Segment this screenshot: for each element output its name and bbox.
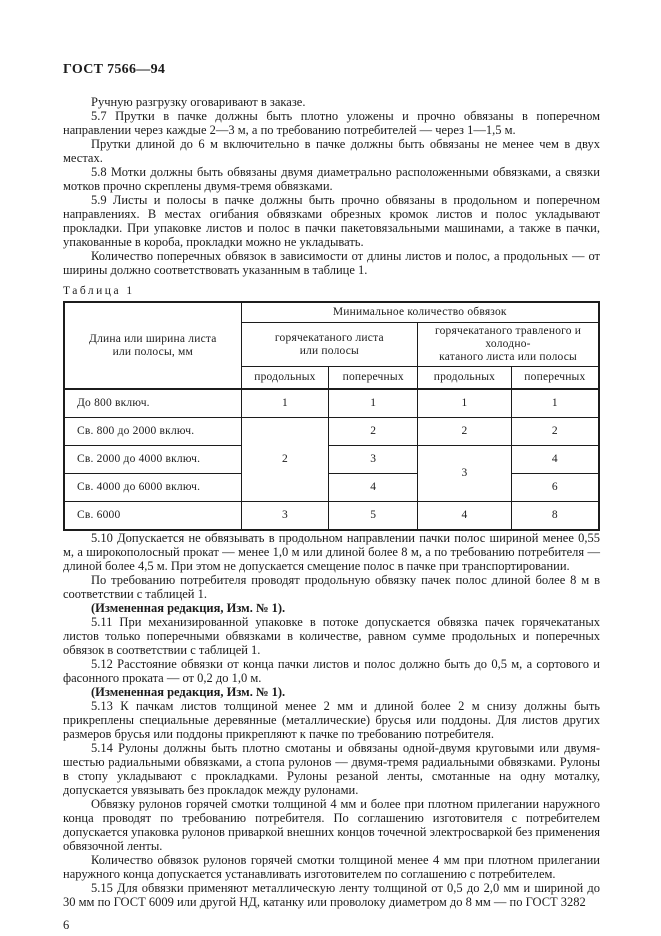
table-cell-value-merged: 3 [418,446,512,502]
table-cell-value: 2 [329,418,418,446]
body-paragraph: 5.7 Прутки в пачке должны быть плотно уложены и прочно обвязаны в поперечном направлении через каждые 2—3 м, а по требованию потребителей — через 1—1,5 м. [63,109,600,137]
body-paragraph: 5.14 Рулоны должны быть плотно смотаны и обвязаны одной-двумя круговыми или двумя-шестью радиальными обвязками, а стопа рулонов — двумя-тремя радиальными обвязками. Рулоны в стопу укладывают с прокладками. Рулоны резаной ленты, смотанные на одну моталку, допускается увязывать без прокладок между рулонами. [63,741,600,797]
table-cell-value: 1 [329,389,418,418]
table-cell-value: 2 [511,418,599,446]
table-cell-range: До 800 включ. [64,389,241,418]
body-paragraph: 5.8 Мотки должны быть обвязаны двумя диаметрально расположенными обвязками, а связки мотков прочно скреплены двумя-тремя обвязками. [63,165,600,193]
table-cell-range: Св. 800 до 2000 включ. [64,418,241,446]
body-paragraph: Количество обвязок рулонов горячей смотки толщиной менее 4 мм при плотном прилегании наружного конца допускается устанавливать изготовителем по соглашению с потребителем. [63,853,600,881]
body-paragraph: Прутки длиной до 6 м включительно в пачке должны быть обвязаны не менее чем в двух местах. [63,137,600,165]
document-body [63,95,600,933]
table-cell-value: 4 [511,446,599,474]
header-line: или полосы, мм [112,345,193,358]
table-cell-value: 2 [418,418,512,446]
page-number: 6 [63,918,70,932]
table-cell-value: 4 [418,502,512,531]
table-cell-range: Св. 6000 [64,502,241,531]
header-line: катаного листа или полосы [439,351,577,363]
table-caption: Таблица 1 [63,285,135,297]
body-paragraph: Ручную разгрузку оговаривают в заказе. [91,95,306,109]
table-cell-value: 4 [329,474,418,502]
table-row [64,474,599,502]
table-subheader-cell: поперечных [329,367,418,390]
table-header-cell-group-title: Минимальное количество обвязок [241,302,599,323]
document-code: ГОСТ 7566—94 [63,62,166,77]
table-row [64,418,599,446]
body-paragraph: Количество поперечных обвязок в зависимости от длины листов и полос, а продольных — от ширины должно соответствовать указанным в таблице 1. [63,249,600,277]
table-subheader-cell: продольных [241,367,329,390]
table-cell-value-merged: 2 [241,418,329,502]
header-line: горячекатаного листа [274,331,384,344]
body-paragraph: 5.12 Расстояние обвязки от конца пачки листов и полос должно быть до 0,5 м, а сортового и фасонного проката — от 0,2 до 1,0 м. [63,657,600,685]
table-cell-value: 8 [511,502,599,531]
body-paragraph: По требованию потребителя проводят продольную обвязку пачек полос длиной более 8 м в соответствии с таблицей 1. [63,573,600,601]
table-header-cell-cold-rolled [418,323,599,367]
table-header-cell-hot-rolled [241,323,418,367]
header-line: Длина или ширина листа [89,332,217,345]
header-line: или полосы [299,344,359,357]
table-cell-value: 6 [511,474,599,502]
table-row [64,502,599,531]
table-subheader-cell: продольных [418,367,512,390]
table-header-cell-dimension [64,302,241,389]
body-paragraph: 5.15 Для обвязки применяют металлическую ленту толщиной от 0,5 до 2,0 мм и шириной до 30 мм по ГОСТ 6009 или другой НД, катанку или проволоку диаметром до 8 мм — по ГОСТ 3282 [63,881,600,909]
amendment-note: (Измененная редакция, Изм. № 1). [91,601,286,615]
table-cell-range: Св. 2000 до 4000 включ. [64,446,241,474]
header-line: горячекатаного травленого и холодно- [434,325,582,350]
table-subheader-cell: поперечных [511,367,599,390]
table-cell-value: 1 [241,389,329,418]
body-paragraph: 5.13 К пачкам листов толщиной менее 2 мм и длиной более 2 м снизу должны быть прикреплены специальные деревянные (металлические) брусья или поддоны. Для листов других размеров брусья или поддоны прикрепляют к пачке по требованию потребителя. [63,699,600,741]
table-cell-value: 5 [329,502,418,531]
table-cell-value: 3 [241,502,329,531]
table-cell-value: 1 [511,389,599,418]
table-header-row [64,302,599,323]
bindings-minimum-table [63,301,600,531]
body-paragraph: 5.9 Листы и полосы в пачке должны быть прочно обвязаны в продольном и поперечном направлениях. В местах огибания обвязками обрезных кромок листов и полос укладывают прокладки. При упаковке листов и полос в пачки пакетовязальными машинами, а также в пачки, упакованные в короба, прокладки можно не укладывать. [63,193,600,249]
table-row [64,446,599,474]
body-paragraph: 5.11 При механизированной упаковке в потоке допускается обвязка пачек горячекатаных листов только поперечными обвязками в количестве, равном сумме продольных и поперечных обвязок в соответствии с таблицей 1. [63,615,600,657]
table-cell-range: Св. 4000 до 6000 включ. [64,474,241,502]
table-cell-value: 3 [329,446,418,474]
amendment-note: (Измененная редакция, Изм. № 1). [91,685,286,699]
table-cell-value: 1 [418,389,512,418]
body-paragraph: Обвязку рулонов горячей смотки толщиной 4 мм и более при плотном прилегании наружного конца проводят по требованию потребителя. По соглашению изготовителя с потребителем допускается упаковка рулонов приваркой внешних концов точечной электросваркой без применения обвязочной ленты. [63,797,600,853]
body-paragraph: 5.10 Допускается не обвязывать в продольном направлении пачки полос шириной менее 0,55 м, а широкополосный прокат — менее 1,0 м или длиной более 8 м, а по требованию потребителя — длиной более 4,5 м. При этом не допускается смещение полос в пачке при транспортировании. [63,531,600,573]
table-row [64,389,599,418]
